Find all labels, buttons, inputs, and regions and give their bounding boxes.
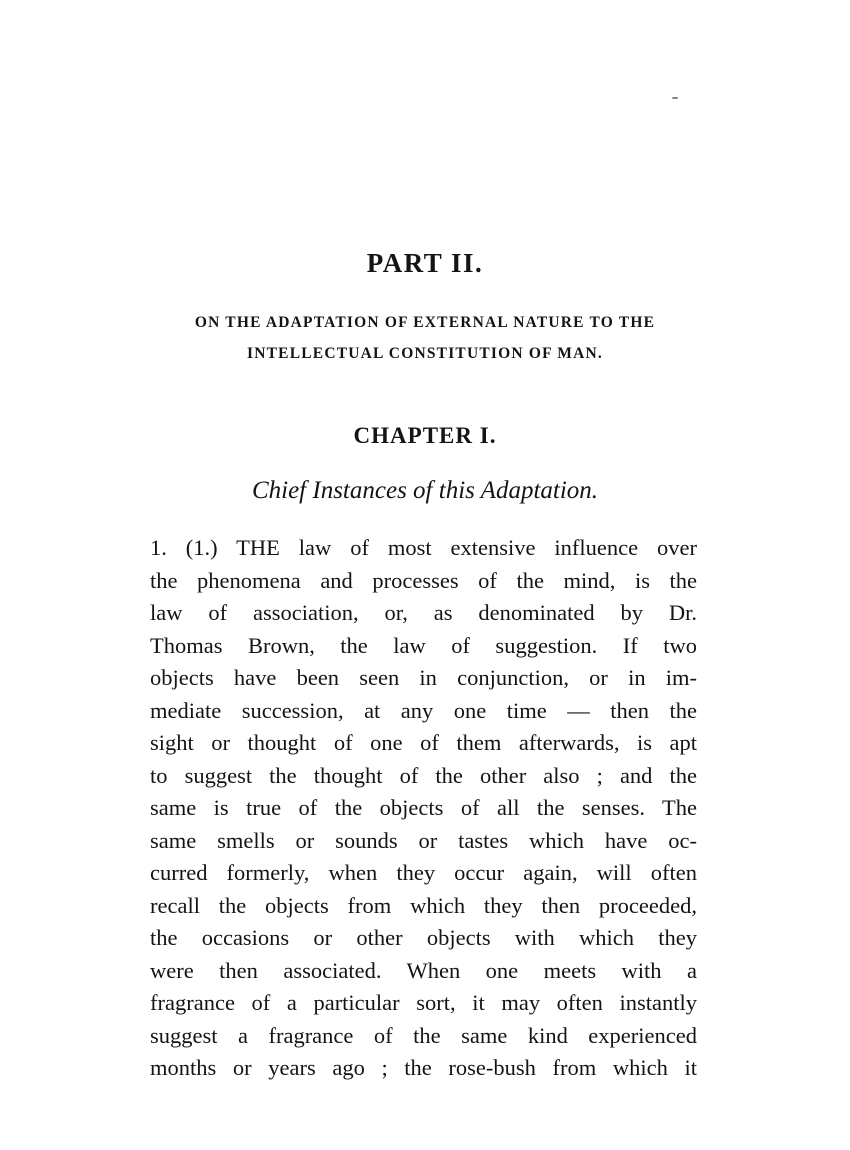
text-line: same is true of the objects of all the senses. The [150, 795, 697, 820]
part-subtitle-line-1: ON THE ADAPTATION OF EXTERNAL NATURE TO THE [194, 314, 656, 331]
chapter-subtitle: Chief Instances of this Adaptation. [251, 477, 599, 504]
text-line: suggest a fragrance of the same kind experienced [150, 1022, 697, 1048]
print-speck [672, 97, 678, 99]
text-line: the occasions or other objects with which they [150, 925, 697, 950]
text-line: sight or thought of one of them afterwards, is apt [150, 730, 697, 755]
text-line: curred formerly, when they occur again, will often [150, 860, 697, 885]
part-subtitle-line-2: INTELLECTUAL CONSTITUTION OF MAN. [247, 345, 603, 362]
text-line: same smells or sounds or tastes which have oc- [150, 827, 697, 853]
text-line: the phenomena and processes of the mind, is the [150, 567, 697, 593]
text-line: mediate succession, at any one time — then the [150, 697, 697, 723]
text-line: law of association, or, as denominated by Dr. [150, 600, 697, 625]
part-title: PART II. [366, 248, 484, 278]
text-line: were then associated. When one meets with a [150, 957, 697, 983]
text-line: Thomas Brown, the law of suggestion. If two [150, 632, 697, 658]
text-line: recall the objects from which they then proceeded, [150, 892, 697, 918]
text-line: months or years ago ; the rose-bush from which it [150, 1055, 697, 1080]
text-line: 1. (1.) THE law of most extensive influence over [150, 535, 697, 560]
chapter-title: CHAPTER I. [353, 423, 497, 448]
text-line: objects have been seen in conjunction, or in im- [150, 665, 697, 690]
text-line: to suggest the thought of the other also ; and the [150, 762, 697, 788]
body-paragraph [150, 532, 697, 1085]
text-line: fragrance of a particular sort, it may often instantly [150, 990, 697, 1015]
